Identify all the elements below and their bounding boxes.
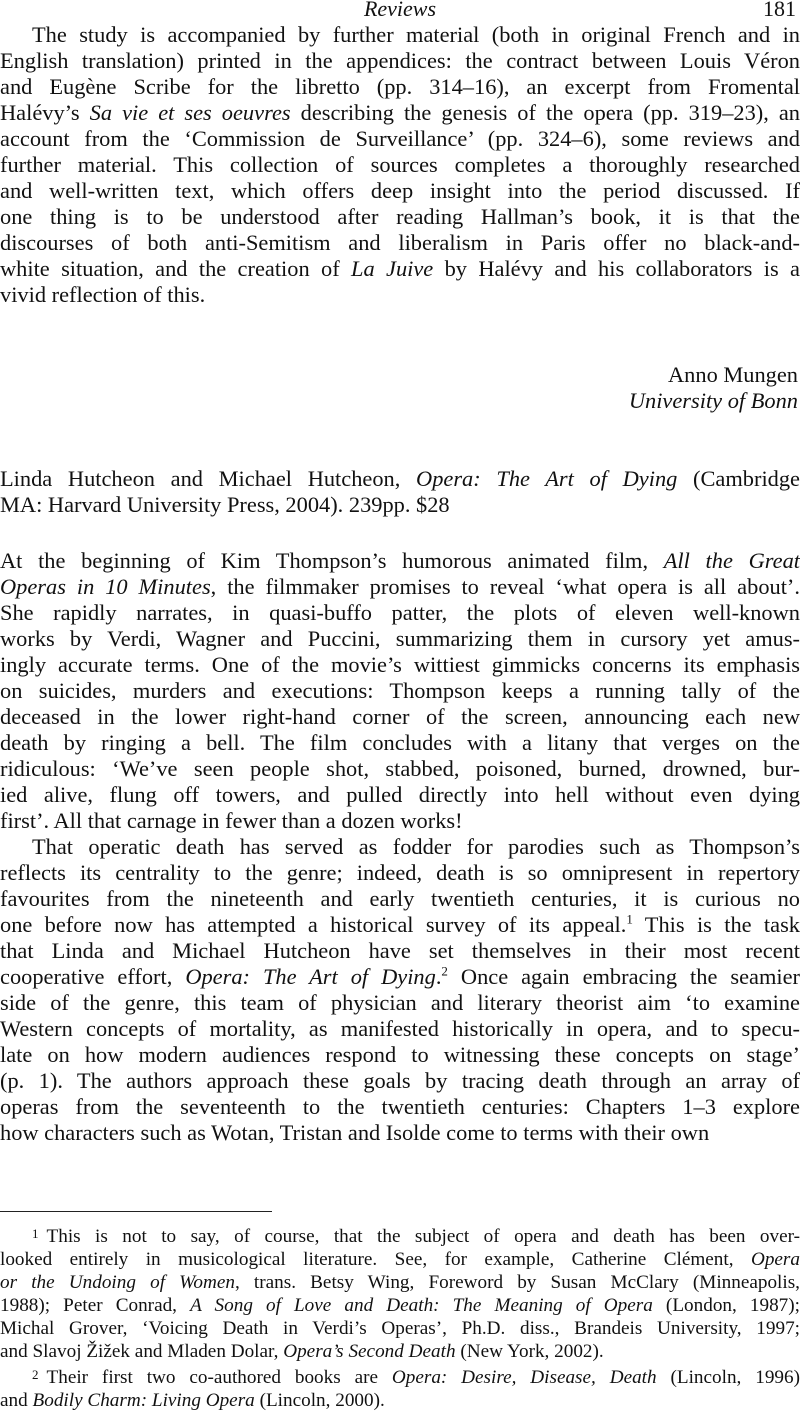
text-line <box>0 756 800 782</box>
footnote-line <box>0 1389 800 1412</box>
text-run: (London, 1987); <box>653 1295 800 1316</box>
text-line <box>0 574 800 600</box>
text-run: ridiculous: ‘We’ve seen people shot, stabbed, poisoned, burned, drowned, bur- <box>0 756 800 781</box>
review-paragraph-2 <box>0 834 800 1146</box>
text-run: At the beginning of Kim Thompson’s humorous animated film, <box>0 548 664 573</box>
text-run: vivid reflection of this. <box>0 282 205 307</box>
text-run: (Lincoln, 1996) <box>657 1367 800 1388</box>
paragraph-lines <box>0 22 800 308</box>
text-run: That operatic death has served as fodder for parodies such as Thompson’s <box>32 834 800 859</box>
italic-title: or the Undoing of Women <box>0 1272 235 1293</box>
italic-title: Opera: The Art of Dying <box>185 964 436 989</box>
reviewer-name: Anno Mungen <box>668 362 798 388</box>
footnote-reference: 2 <box>441 964 448 979</box>
text-line <box>0 152 800 178</box>
footnote-number: 1 <box>32 1226 39 1241</box>
text-run: Western concepts of mortality, as manifested historically in opera, and to specu- <box>0 1016 800 1041</box>
text-run: further material. This collection of sources completes a thoroughly researched <box>0 152 800 177</box>
text-run: on suicides, murders and executions: Thompson keeps a running tally of the <box>0 678 800 703</box>
text-line <box>0 964 800 990</box>
text-run: , trans. Betsy Wing, Foreword by Susan McClary (Minneapolis, <box>235 1272 800 1293</box>
italic-title: Operas in 10 Minutes <box>0 574 211 599</box>
text-line <box>0 178 800 204</box>
text-line <box>0 652 800 678</box>
footnote-line <box>0 1317 800 1340</box>
text-line <box>0 1016 800 1042</box>
text-line <box>0 282 800 308</box>
citation-lines <box>0 466 800 518</box>
text-line <box>0 1120 800 1146</box>
text-run: one thing is to be understood after reading Hallman’s book, it is that the <box>0 204 800 229</box>
text-run: and <box>0 1390 33 1411</box>
footnote-line <box>0 1294 800 1317</box>
text-line <box>0 1094 800 1120</box>
footnote-reference: 1 <box>626 912 633 927</box>
text-run: first’. All that carnage in fewer than a dozen works! <box>0 808 463 833</box>
footnote-divider <box>0 1211 272 1212</box>
text-run: Halévy’s <box>0 100 90 125</box>
text-line <box>0 730 800 756</box>
italic-title: Opera: The Art of Dying <box>416 466 677 491</box>
text-line <box>0 782 800 808</box>
text-run: ingly accurate terms. One of the movie’s wittiest gimmicks concerns its emphasis <box>0 652 800 677</box>
text-run: favourites from the nineteenth and early twentieth centuries, it is curious no <box>0 886 800 911</box>
italic-title: All the Great <box>664 548 800 573</box>
running-head <box>0 0 800 24</box>
text-run: Linda Hutcheon and Michael Hutcheon, <box>0 466 416 491</box>
text-line <box>0 912 800 938</box>
text-line <box>0 704 800 730</box>
text-run: operas from the seventeenth to the twentieth centuries: Chapters 1–3 explore <box>0 1094 800 1119</box>
footnote-line <box>0 1271 800 1294</box>
text-line <box>0 600 800 626</box>
text-run: and Eugène Scribe for the libretto (pp. 314–16), an excerpt from Fromental <box>0 74 800 99</box>
text-run: discourses of both anti-Semitism and liberalism in Paris offer no black-and- <box>0 230 800 255</box>
text-run: MA: Harvard University Press, 2004). 239pp. $28 <box>0 492 450 517</box>
text-run: deceased in the lower right-hand corner of the screen, announcing each new <box>0 704 800 729</box>
text-run: This is not to say, of course, that the subject of opera and death has been over- <box>47 1226 800 1247</box>
page-number: 181 <box>763 0 796 22</box>
text-run: and Slavoj Žižek and Mladen Dolar, <box>0 1341 283 1362</box>
reviewer-affiliation: University of Bonn <box>629 388 798 414</box>
text-line <box>0 1068 800 1094</box>
italic-title: Opera <box>751 1249 800 1270</box>
text-run: how characters such as Wotan, Tristan and Isolde come to terms with their own <box>0 1120 709 1145</box>
text-run: late on how modern audiences respond to witnessing these concepts on stage’ <box>0 1042 800 1067</box>
text-line <box>0 74 800 100</box>
italic-title: Opera’s Second Death <box>283 1341 455 1362</box>
footnote-1 <box>0 1222 800 1363</box>
footnote-line <box>0 1248 800 1271</box>
text-run: by Halévy and his collaborators is a <box>433 256 800 281</box>
text-run: (Lincoln, 2000). <box>255 1390 385 1411</box>
text-line <box>0 938 800 964</box>
text-run: describing the genesis of the opera (pp. 319–23), an <box>291 100 800 125</box>
text-run: Michal Grover, ‘Voicing Death in Verdi’s Operas’, Ph.D. diss., Brandeis University, 1997; <box>0 1318 800 1339</box>
text-run: The study is accompanied by further material (both in original French and in <box>32 22 800 47</box>
footnote-number: 2 <box>32 1367 39 1382</box>
footnote-2 <box>0 1363 800 1412</box>
text-line <box>0 1042 800 1068</box>
text-run: (p. 1). The authors approach these goals by tracing death through an array of <box>0 1068 800 1093</box>
text-line <box>0 492 800 518</box>
text-line <box>0 204 800 230</box>
text-line <box>0 100 800 126</box>
text-run: She rapidly narrates, in quasi-buffo patter, the plots of eleven well-known <box>0 600 800 625</box>
italic-title: La Juive <box>351 256 433 281</box>
previous-review-closing-paragraph <box>0 22 800 308</box>
text-run: . <box>436 964 442 989</box>
text-run: one before now has attempted a historical survey of its appeal. <box>0 912 626 937</box>
text-run: that Linda and Michael Hutcheon have set themselves in their most recent <box>0 938 800 963</box>
text-run: looked entirely in musicological literature. See, for example, Catherine Clément, <box>0 1249 751 1270</box>
text-line <box>0 256 800 282</box>
text-line <box>0 678 800 704</box>
text-run: English translation) printed in the appendices: the contract between Louis Véron <box>0 48 800 73</box>
text-run: white situation, and the creation of <box>0 256 351 281</box>
text-run: 1988); Peter Conrad, <box>0 1295 190 1316</box>
text-run: (Cambridge <box>677 466 800 491</box>
text-run: Once again embracing the seamier <box>448 964 800 989</box>
text-line <box>0 834 800 860</box>
text-run: ied alive, flung off towers, and pulled directly into hell without even dying <box>0 782 800 807</box>
text-line <box>0 886 800 912</box>
italic-title: A Song of Love and Death: The Meaning of Opera <box>190 1295 653 1316</box>
text-run: This is the task <box>633 912 800 937</box>
text-line <box>0 548 800 574</box>
footnote-line <box>0 1340 800 1363</box>
italic-title: Bodily Charm: Living Opera <box>33 1390 255 1411</box>
book-citation <box>0 466 800 518</box>
review-body <box>0 548 800 1146</box>
text-line <box>0 808 800 834</box>
text-run: account from the ‘Commission de Surveillance’ (pp. 324–6), some reviews and <box>0 126 800 151</box>
text-run: (New York, 2002). <box>456 1341 604 1362</box>
review-paragraph-1 <box>0 548 800 834</box>
italic-title: Opera: Desire, Disease, Death <box>392 1367 657 1388</box>
text-run: , the filmmaker promises to reveal ‘what opera is all about’. <box>211 574 800 599</box>
footnote-line <box>0 1363 800 1389</box>
text-line <box>0 990 800 1016</box>
text-line <box>0 126 800 152</box>
text-line <box>0 48 800 74</box>
running-head-title: Reviews <box>0 0 800 22</box>
text-line <box>0 466 800 492</box>
text-line <box>0 626 800 652</box>
text-run: reflects its centrality to the genre; indeed, death is so omnipresent in repertory <box>0 860 800 885</box>
text-run: works by Verdi, Wagner and Puccini, summarizing them in cursory yet amus- <box>0 626 800 651</box>
text-run: and well-written text, which offers deep insight into the period discussed. If <box>0 178 800 203</box>
text-run: Their first two co-authored books are <box>47 1367 392 1388</box>
text-line <box>0 860 800 886</box>
text-run: side of the genre, this team of physician and literary theorist aim ‘to examine <box>0 990 800 1015</box>
text-line <box>0 230 800 256</box>
text-run: cooperative effort, <box>0 964 185 989</box>
footnote-line <box>0 1222 800 1248</box>
text-run: death by ringing a bell. The film concludes with a litany that verges on the <box>0 730 800 755</box>
text-line <box>0 22 800 48</box>
italic-title: Sa vie et ses oeuvres <box>90 100 291 125</box>
